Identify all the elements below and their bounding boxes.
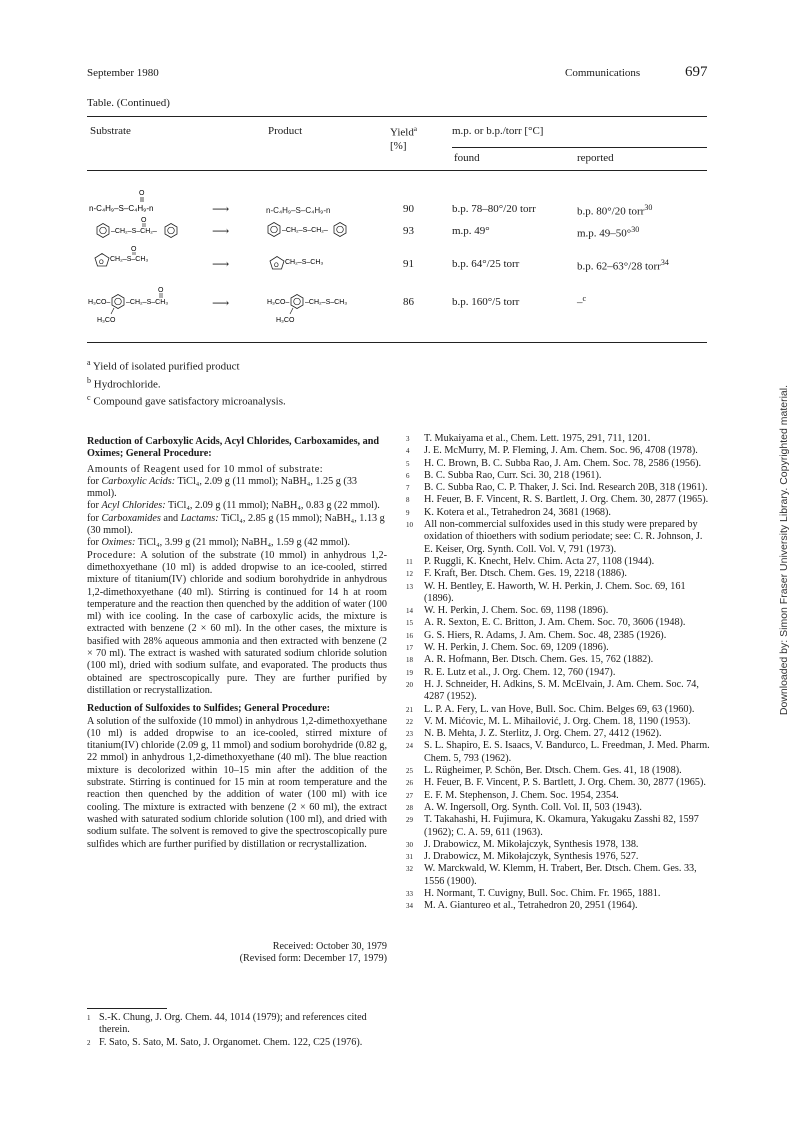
- reference-item: 26 H. Feuer, B. F. Vincent, P. S. Bartlett, J. Org. Chem. 30, 2877 (1965).: [406, 777, 706, 789]
- substrate-structure-4: [87, 281, 217, 334]
- amounts-acids: for Carboxylic Acids: TiCl₄, 2.09 g (11 mmol); NaBH₄, 1.25 g (33 mmol).: [87, 475, 358, 500]
- col-substrate-header: Substrate: [90, 125, 131, 137]
- table-header-rule: [87, 170, 707, 171]
- yield-1: 90: [403, 203, 414, 215]
- download-watermark: Downloaded by: Simon Fraser University Library. Copyrighted material.: [778, 385, 790, 716]
- reaction-arrow-2: ⟶: [212, 224, 230, 238]
- svg-text:n-C₄H₉–S–C₄H₉-n: n-C₄H₉–S–C₄H₉-n: [89, 204, 154, 213]
- found-4: b.p. 160°/5 torr: [452, 296, 520, 308]
- reference-item: 11 P. Ruggli, K. Knecht, Helv. Chim. Acta 27, 1108 (1944).: [406, 555, 655, 567]
- col-yield-header: Yield$^a$ [%]: [390, 125, 417, 152]
- procedure2-paragraph: A solution of the sulfoxide (10 mmol) in anhydrous 1,2-dimethoxyethane (10 ml) is added dropwise to an ice-cooled, stirred mixture of titanium(IV) chloride (2.09 g, 11 mmol) and sodium borohydride (0.82 g, 22 mmol) in anhydrous 1,2-dimethoxyethane (40 ml). The blue reaction mixture is decolorized within 10–15 min after the addition of the substrate. Stirring is continued for 15 min at room temperature and the reaction then quenched by the addition of water (100 ml) with ice cooling. The mixture is extracted with benzene (2 × 60 ml), the extract washed with saturated sodium chloride solution (100 ml), and dried with sodium sulfate. The solvent is removed to give the spectroscopically pure sulfides which are further purified by distillation or recrystallization.: [87, 715, 387, 850]
- reported-2: m.p. 49–50°$^{30}$: [577, 225, 640, 240]
- table-footnote-c: $^c$ Compound gave satisfactory microanalysis.: [87, 393, 286, 408]
- table-caption: Table. (Continued): [87, 97, 170, 109]
- svg-text:O: O: [131, 246, 137, 253]
- reaction-arrow-3: ⟶: [212, 257, 230, 271]
- section-heading-reduction-acids: Reduction of Carboxylic Acids, Acyl Chlorides, Carboxamides, and Oximes; General Procedure:: [87, 436, 380, 460]
- svg-text:H₃CO: H₃CO: [276, 317, 295, 324]
- reference-item: 30 J. Drabowicz, M. Mikołajczyk, Synthesis 1978, 138.: [406, 838, 639, 850]
- reference-item: 33 H. Normant, T. Cuvigny, Bull. Soc. Chim. Fr. 1965, 1881.: [406, 887, 661, 899]
- reference-item: 7 B. C. Subba Rao, C. P. Thaker, J. Sci. Ind. Research 20B, 318 (1961).: [406, 482, 708, 494]
- product-structure-3: [266, 249, 376, 284]
- product-structure-1: n-C₄H₉–S–C₄H₉-n: [266, 206, 331, 215]
- footnote-2: 2 F. Sato, S. Sato, M. Sato, J. Organomet. Chem. 122, C25 (1976).: [87, 1036, 363, 1048]
- references-list: [402, 433, 712, 913]
- reported-1: b.p. 80°/20 torr$^{30}$: [577, 203, 653, 218]
- table-mp-rule: [452, 147, 707, 148]
- reaction-arrow-1: ⟶: [212, 202, 230, 216]
- amounts-acyl-chlorides: for Acyl Chlorides: TiCl₄, 2.09 g (11 mmol); NaBH₄, 0.83 g (22 mmol).: [87, 500, 380, 512]
- running-date: September 1980: [87, 67, 159, 79]
- svg-text:O: O: [99, 260, 104, 266]
- col-yield-unit: [%]: [390, 139, 407, 152]
- svg-text:O: O: [141, 217, 147, 224]
- svg-text:CH₂–S–CH₃: CH₂–S–CH₃: [285, 259, 324, 266]
- col-found-header: found: [454, 152, 480, 164]
- reference-item: 16 G. S. Hiers, R. Adams, J. Am. Chem. Soc. 48, 2385 (1926).: [406, 629, 667, 641]
- svg-text:H₃CO–: H₃CO–: [267, 299, 290, 306]
- svg-text:–CH₂–S–CH₃: –CH₂–S–CH₃: [126, 299, 169, 306]
- svg-text:H₃CO–: H₃CO–: [88, 299, 111, 306]
- reference-item: 10 All non-commercial sulfoxides used in this study were prepared by oxidation of thioethers with sodium periodate; see: C. R. Johnson, J. E. Keiser, Org. Synth. Coll. Vol. V, 791 (1973).: [406, 519, 703, 555]
- svg-text:–CH₂–S–CH₃: –CH₂–S–CH₃: [305, 299, 348, 306]
- reference-item: 5 H. C. Brown, B. C. Subba Rao, J. Am. Chem. Soc. 78, 2586 (1956).: [406, 457, 702, 469]
- reported-4: –$^c$: [577, 294, 587, 309]
- left-footnotes: [87, 1012, 387, 1049]
- footnote-1: 1 S.-K. Chung, J. Org. Chem. 44, 1014 (1979); and references cited therein.: [87, 1012, 367, 1036]
- reference-item: 6 B. C. Subba Rao, Curr. Sci. 30, 218 (1961).: [406, 469, 602, 481]
- reference-item: 18 A. R. Hofmann, Ber. Dtsch. Chem. Ges. 15, 762 (1882).: [406, 654, 654, 666]
- table-top-rule: [87, 116, 707, 117]
- page-number: 697: [685, 64, 708, 80]
- reference-item: 15 A. R. Sexton, E. C. Britton, J. Am. Chem. Soc. 70, 3606 (1948).: [406, 617, 686, 629]
- amounts-oximes: for Oximes: TiCl₄, 3.99 g (21 mmol); NaBH₄, 1.59 g (42 mmol).: [87, 537, 350, 549]
- product-structure-2: [266, 216, 386, 251]
- reference-item: 27 E. F. M. Stephenson, J. Chem. Soc. 1954, 2354.: [406, 789, 619, 801]
- amounts-lead: Amounts of Reagent used for 10 mmol of substrate:: [87, 463, 324, 475]
- reference-item: 22 V. M. Mićovic, M. L. Mihailović, J. Org. Chem. 18, 1190 (1953).: [406, 715, 691, 727]
- product-structure-4: [266, 283, 391, 334]
- svg-text:CH₂–S–CH₃: CH₂–S–CH₃: [110, 256, 149, 263]
- reference-item: 13 W. H. Bentley, E. Haworth, W. H. Perkin, J. Chem. Soc. 69, 161 (1896).: [406, 580, 686, 604]
- yield-4: 86: [403, 296, 414, 308]
- col-product-header: Product: [268, 125, 303, 137]
- footnote-rule: [87, 1008, 167, 1009]
- reference-item: 31 J. Drabowicz, M. Mikołajczyk, Synthesis 1976, 527.: [406, 851, 639, 863]
- reference-item: 28 A. W. Ingersoll, Org. Synth. Coll. Vol. II, 503 (1943).: [406, 801, 642, 813]
- yield-2: 93: [403, 225, 414, 237]
- reference-item: 8 H. Feuer, B. F. Vincent, R. S. Bartlett, J. Org. Chem. 30, 2877 (1965).: [406, 494, 709, 506]
- col-mp-header: m.p. or b.p./torr [°C]: [452, 125, 544, 137]
- yield-3: 91: [403, 258, 414, 270]
- reference-item: 9 K. Kotera et al., Tetrahedron 24, 3681 (1968).: [406, 506, 611, 518]
- svg-text:–CH₂–S–CH₂–: –CH₂–S–CH₂–: [282, 227, 328, 234]
- amounts-carboxamides: for Carboxamides and Lactams: TiCl₄, 2.85 g (15 mmol); NaBH₄, 1.13 g (30 mmol).: [87, 512, 385, 537]
- svg-text:O: O: [274, 263, 279, 269]
- svg-text:O: O: [158, 287, 164, 294]
- reaction-arrow-4: ⟶: [212, 296, 230, 310]
- reference-item: 14 W. H. Perkin, J. Chem. Soc. 69, 1198 (1896).: [406, 605, 609, 617]
- table-footnote-b: $^b$ Hydrochloride.: [87, 375, 161, 391]
- reference-item: 17 W. H. Perkin, J. Chem. Soc. 69, 1209 (1896).: [406, 642, 609, 654]
- svg-text:–CH₂–S–CH₂–: –CH₂–S–CH₂–: [111, 228, 157, 235]
- reference-item: 29 T. Takahashi, H. Fujimura, K. Okamura, Yakugaku Zasshi 82, 1597 (1962); C. A. 59, 611 (1963).: [406, 814, 699, 838]
- reference-item: 12 F. Kraft, Ber. Dtsch. Chem. Ges. 19, 2218 (1886).: [406, 568, 627, 580]
- section-heading-reduction-sulfoxides: Reduction of Sulfoxides to Sulfides; General Procedure:: [87, 703, 330, 715]
- received-date: Received: October 30, 1979: [272, 941, 387, 952]
- reference-item: 32 W. Marckwald, W. Klemm, H. Trabert, Ber. Dtsch. Chem. Ges. 33, 1556 (1900).: [406, 863, 697, 887]
- reference-item: 3 T. Mukaiyama et al., Chem. Lett. 1975, 291, 711, 1201.: [406, 433, 651, 444]
- table-bottom-rule: [87, 342, 707, 343]
- svg-text:O: O: [139, 190, 145, 197]
- found-3: b.p. 64°/25 torr: [452, 258, 520, 270]
- left-column: [87, 436, 387, 851]
- table-footnotes: [87, 356, 286, 409]
- received-block: [87, 941, 387, 966]
- table-footnote-a: $^a$ Yield of isolated purified product: [87, 358, 240, 373]
- svg-text:H₃CO: H₃CO: [97, 317, 116, 324]
- reported-3: b.p. 62–63°/28 torr$^{34}$: [577, 258, 669, 273]
- reference-item: 19 R. E. Lutz et al., J. Org. Chem. 12, 760 (1947).: [406, 666, 616, 678]
- reference-item: 20 H. J. Schneider, H. Adkins, S. M. McElvain, J. Am. Chem. Soc. 74, 4287 (1952).: [406, 678, 699, 703]
- reference-item: 21 L. P. A. Fery, L. van Hove, Bull. Soc. Chim. Belges 69, 63 (1960).: [406, 703, 695, 715]
- found-1: b.p. 78–80°/20 torr: [452, 203, 536, 215]
- running-section: Communications: [565, 67, 641, 79]
- found-2: m.p. 49°: [452, 225, 490, 237]
- procedure-paragraph: Procedure: A solution of the substrate (10 mmol) in anhydrous 1,2-dimethoxyethane (10 ml) is added dropwise to an ice-cooled, stirred mixture of titanium(IV) chloride and sodium borohydride in anhydrous 1,2-dimethoxyethane (40 ml). Stirring is continued for 14 h at room temperature and the reaction then quenched by the addition of water (100 ml) with ice cooling. In the case of carboxylic acids, the mixture is extracted with benzene (2 × 60 ml). In the other cases, the mixture is basified with 28% aqueous ammonia and then extracted with benzene (2 × 70 ml). The extract is washed with saturated sodium chloride solution (100 ml), dried with sodium sulfate, and evaporated. The products thus obtained are spectroscopically pure. They are further purified by distillation or recrystallization.: [87, 549, 388, 696]
- reference-item: 23 N. B. Mehta, J. Z. Sterlitz, J. Org. Chem. 27, 4412 (1962).: [406, 728, 662, 740]
- reference-item: 25 L. Rügheimer, P. Schön, Ber. Dtsch. Chem. Ges. 41, 18 (1908).: [406, 765, 682, 777]
- substrate-structure-3: [87, 245, 197, 282]
- col-reported-header: reported: [577, 152, 614, 164]
- reference-item: 4 J. E. McMurry, M. P. Fleming, J. Am. Chem. Soc. 96, 4708 (1978).: [406, 445, 698, 457]
- reference-item: 34 M. A. Giantureo et al., Tetrahedron 20, 2951 (1964).: [406, 900, 638, 912]
- revised-date: (Revised form: December 17, 1979): [239, 953, 387, 965]
- reference-item: 24 S. L. Shapiro, E. S. Isaacs, V. Bandurco, L. Freedman, J. Med. Pharm. Chem. 5, 793 (1962).: [406, 740, 710, 764]
